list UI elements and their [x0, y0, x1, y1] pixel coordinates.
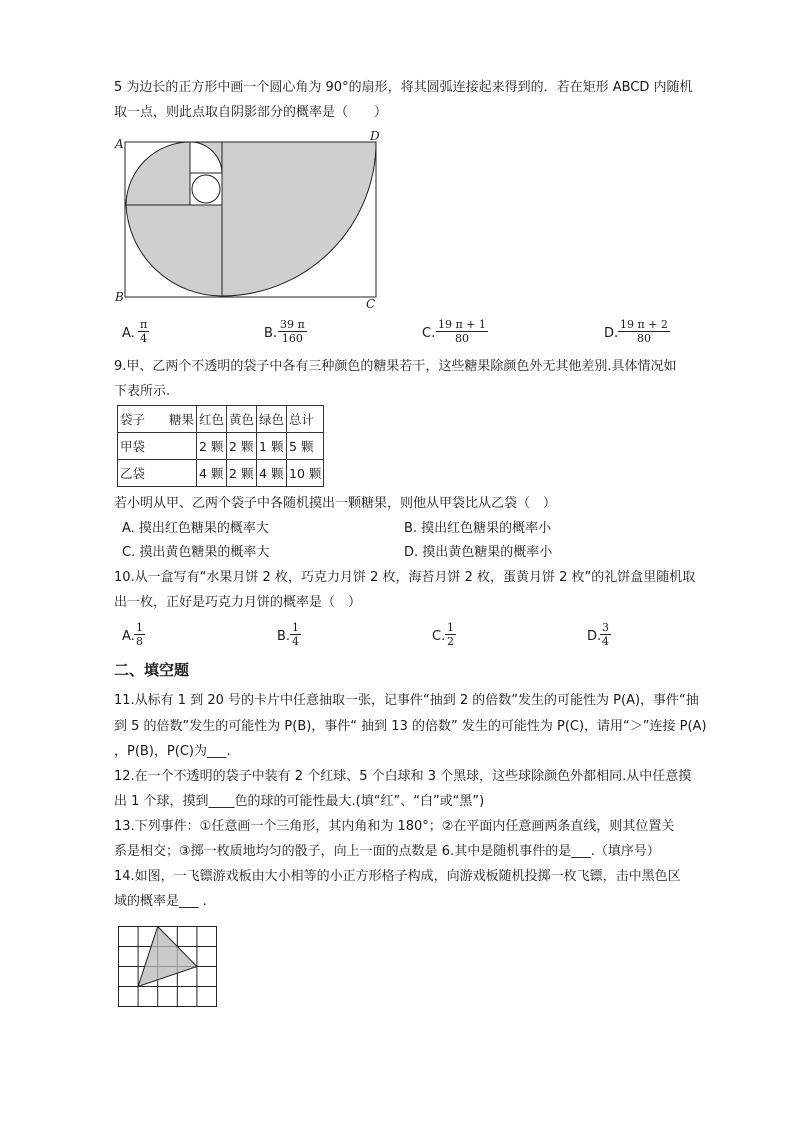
q8-option-b-num: 39 π	[280, 318, 305, 331]
q8-option-a-den: 4	[140, 332, 148, 345]
q11-line2: 到 5 的倍数”发生的可能性为 P(B)，事件“ 抽到 13 的倍数” 发生的可能性为 P(C)，请用“＞”连接 P(A)	[114, 719, 707, 734]
q10-option-d-fraction	[600, 621, 611, 648]
header-total: 总计	[287, 406, 324, 433]
q10-option-b-fraction	[290, 621, 301, 648]
dartboard-grid-figure	[117, 925, 219, 1009]
table-header-cell	[118, 406, 197, 433]
q8-option-c-fraction	[436, 318, 488, 345]
q10-option-c-den: 2	[447, 635, 454, 648]
candy-table	[117, 405, 324, 487]
q9-option-c: C. 摸出黄色糖果的概率大	[122, 545, 270, 560]
header-red: 红色	[197, 406, 227, 433]
q8-option-c-num: 19 π + 1	[438, 318, 486, 331]
q8-option-d-num: 19 π + 2	[620, 318, 668, 331]
table-row	[118, 460, 324, 487]
q11-line1: 11.从标有 1 到 20 号的卡片中任意抽取一张，记事件“抽到 2 的倍数”发生的可能性为 P(A)，事件“抽	[114, 693, 699, 708]
q8-option-b-den: 160	[281, 332, 303, 345]
q8-option-a-fraction	[138, 318, 149, 345]
sector-top-small	[190, 142, 222, 173]
q8-line2: 取一点，则此点取自阴影部分的概率是（ ）	[114, 105, 388, 120]
q8-option-d-fraction	[618, 318, 670, 345]
header-bag: 袋子	[120, 412, 146, 427]
header-candy: 糖果	[168, 412, 194, 427]
q8-option-b-label: B.	[264, 326, 278, 341]
table-cell: 10 颗	[287, 460, 324, 487]
q13-line1: 13.下列事件：①任意画一个三角形，其内角和为 180°；②在平面内任意画两条直线，则其位置关	[114, 819, 675, 834]
q8-option-b-fraction	[278, 318, 307, 345]
table-cell: 4 颗	[197, 460, 227, 487]
center-circle	[192, 175, 220, 203]
header-yellow: 黄色	[227, 406, 257, 433]
q10-option-d-num: 3	[602, 621, 609, 634]
table-cell: 乙袋	[118, 460, 197, 487]
section-title: 二、填空题	[114, 661, 190, 679]
q8-option-a-num: π	[140, 318, 148, 331]
q8-option-c-label: C.	[422, 326, 436, 341]
label-b: B	[115, 290, 124, 304]
table-cell: 2 颗	[227, 433, 257, 460]
label-d: D	[370, 129, 380, 143]
q9-line1: 9.甲、乙两个不透明的袋子中各有三种颜色的糖果若干，这些糖果除颜色外无其他差别.具体情况如	[114, 359, 677, 374]
q13-line2: 系是相交；③掷一枚质地均匀的骰子，向上一面的点数是 6.其中是随机事件的是___.（填序号）	[114, 844, 660, 859]
q10-line2: 出一枚，正好是巧克力月饼的概率是（ ）	[114, 595, 362, 610]
label-c: C	[366, 297, 376, 310]
q9-question: 若小明从甲、乙两个袋子中各随机摸出一颗糖果，则他从甲袋比从乙袋（ ）	[114, 496, 557, 511]
table-row	[118, 433, 324, 460]
q10-option-a-den: 8	[136, 635, 143, 648]
q9-option-a: A. 摸出红色糖果的概率大	[122, 521, 269, 536]
sector-bottom-left	[126, 205, 222, 296]
q10-option-b-den: 4	[292, 635, 299, 648]
q10-option-d-den: 4	[602, 635, 609, 648]
q10-option-a-fraction	[134, 621, 145, 648]
table-cell: 2 颗	[197, 433, 227, 460]
q8-option-d-label: D.	[604, 326, 619, 341]
q8-option-a-label: A.	[122, 326, 135, 341]
q10-option-a-label: A.	[122, 629, 135, 644]
header-green: 绿色	[257, 406, 287, 433]
q12-line1: 12.在一个不透明的袋子中装有 2 个红球、5 个白球和 3 个黑球，这些球除颜色外都相同.从中任意摸	[114, 769, 692, 784]
label-a: A	[115, 137, 124, 151]
spiral-figure	[114, 128, 386, 310]
sector-top-left	[126, 142, 190, 205]
table-cell: 1 颗	[257, 433, 287, 460]
q9-option-d: D. 摸出黄色糖果的概率小	[404, 545, 553, 560]
q10-option-b-label: B.	[277, 629, 291, 644]
q10-option-a-num: 1	[136, 621, 143, 634]
q12-line2: 出 1 个球，摸到____色的球的可能性最大.(填“红”、“白”或“黑”)	[114, 794, 485, 809]
shaded-triangle	[138, 927, 197, 987]
table-cell: 2 颗	[227, 460, 257, 487]
table-cell: 5 颗	[287, 433, 324, 460]
q10-line1: 10.从一盒写有“水果月饼 2 枚，巧克力月饼 2 枚，海苔月饼 2 枚，蛋黄月饼 2 枚”的礼饼盒里随机取	[114, 570, 696, 585]
q8-option-d-den: 80	[636, 332, 651, 345]
q9-line2: 下表所示.	[114, 384, 171, 399]
table-header-row	[118, 406, 324, 433]
q14-line1: 14.如图，一飞镖游戏板由大小相等的小正方形格子构成，向游戏板随机投掷一枚飞镖，击中黑色区	[114, 869, 681, 884]
q11-line3: ，P(B)，P(C)为___.	[114, 744, 231, 759]
table-cell: 甲袋	[118, 433, 197, 460]
q10-option-b-num: 1	[292, 621, 299, 634]
q14-line2: 域的概率是___ .	[114, 894, 207, 909]
q8-line1: 5 为边长的正方形中画一个圆心角为 90°的扇形，将其圆弧连接起来得到的．若在矩形 ABCD 内随机	[114, 80, 693, 95]
sector-large	[222, 142, 376, 296]
q10-option-c-fraction	[445, 621, 456, 648]
q10-option-c-num: 1	[447, 621, 454, 634]
q9-option-b: B. 摸出红色糖果的概率小	[404, 521, 552, 536]
table-cell: 4 颗	[257, 460, 287, 487]
q10-option-c-label: C.	[432, 629, 446, 644]
q8-option-c-den: 80	[454, 332, 469, 345]
q10-option-d-label: D.	[587, 629, 602, 644]
